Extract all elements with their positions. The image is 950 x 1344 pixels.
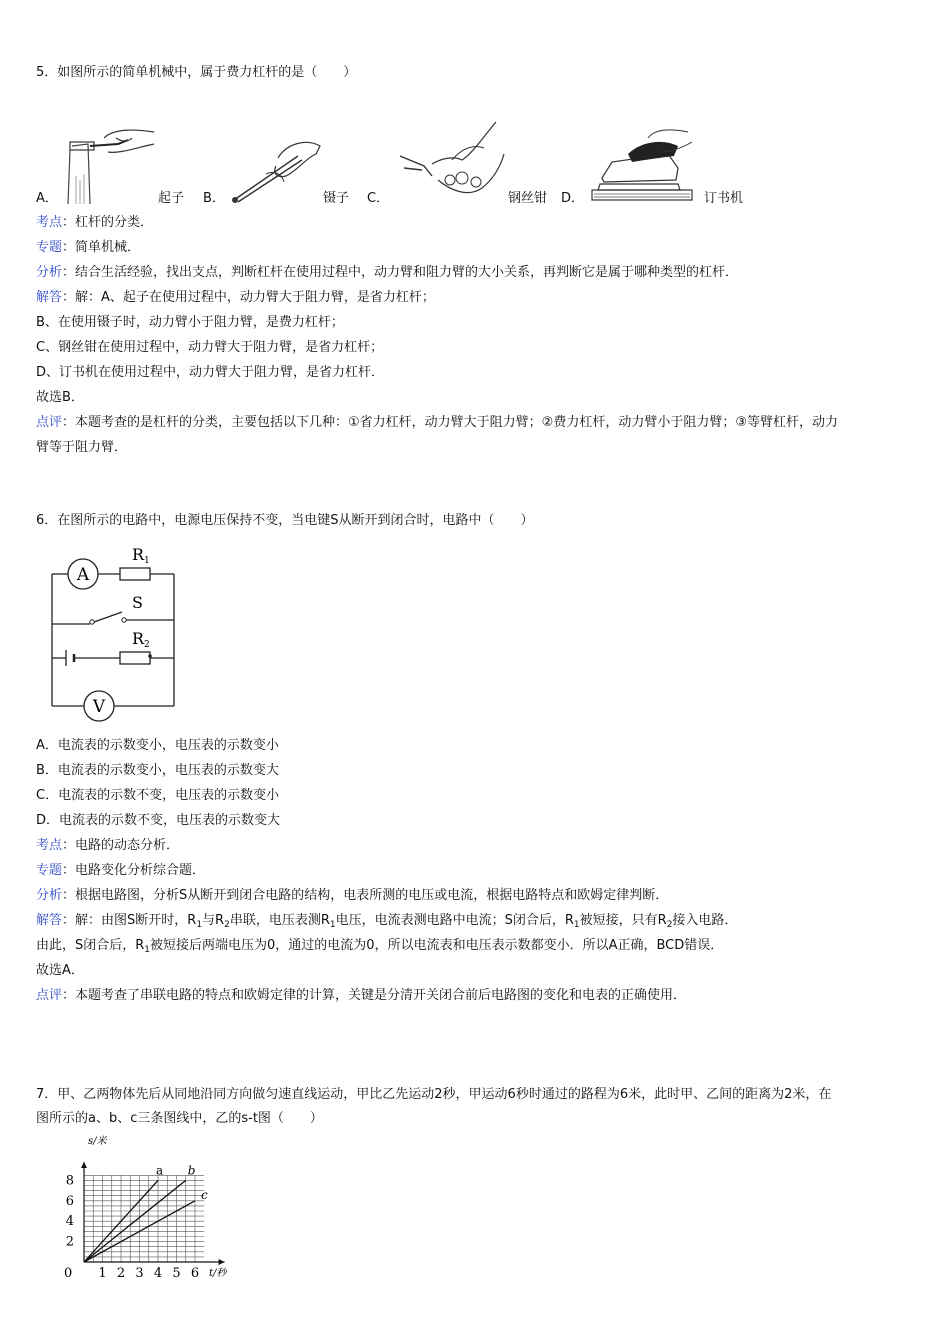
q5-jieda-line-b: B、在使用镊子时，动力臂小于阻力臂，是费力杠杆； [36,315,344,330]
y-tick-label: 6 [65,1193,74,1209]
q6-option-a: A．电流表的示数变小，电压表的示数变小 [36,738,279,753]
q6-answer: 故选A． [36,963,84,978]
st-chart [60,1132,250,1282]
q5-jieda [36,289,435,307]
q6-zhuanti [36,862,205,880]
kaodian-tag: 考点 [36,215,63,230]
x-tick-label: 4 [153,1266,163,1281]
series-label-b: b [187,1163,196,1178]
y-tick-label: 2 [65,1234,74,1250]
fenxi-text: ：结合生活经验，找出支点，判断杠杆在使用过程中，动力臂和阻力臂的大小关系，再判断它是属于哪种类型的杠杆． [62,265,739,280]
q6-option-b: B．电流表的示数变小，电压表的示数变大 [36,763,279,778]
q5-zhuanti [36,239,140,257]
q5-jieda-line-c: C、钢丝钳在使用过程中，动力臂大于阻力臂，是省力杠杆； [36,340,384,355]
q5-stem: 5．如图所示的简单机械中，属于费力杠杆的是（ ） [36,65,357,80]
q5-fenxi [36,264,738,282]
ammeter-label: A [76,565,90,585]
fenxi-text: ：根据电路图，分析S从断开到闭合电路的结构，电表所测的电压或电流，根据电路特点和欧姆定律判断． [62,888,669,903]
q5-option-a-letter: A． [36,191,58,206]
bottle-opener-image [58,124,160,206]
q5-option-c-letter: C． [367,191,390,206]
origin-label: 0 [64,1266,73,1281]
jieda-text: ：解：A、起子在使用过程中，动力臂大于阻力臂，是省力杠杆； [62,290,435,305]
q5-option-a-label: 起子 [158,191,185,206]
q6-dianping [36,987,686,1005]
q5-option-d-label: 订书机 [704,191,744,206]
voltmeter-label: V [92,697,106,717]
circuit-diagram [44,540,186,724]
dianping-text: ：本题考查的是杠杆的分类，主要包括以下几种：①省力杠杆，动力臂大于阻力臂；②费力杠杆，动力臂小于阻力臂；③等臂杠杆，动力 [62,415,838,430]
q5-option-d-letter: D． [561,191,585,206]
kaodian-tag: 考点 [36,838,63,853]
zhuanti-tag: 专题 [36,863,63,878]
stapler-image [588,124,698,204]
kaodian-text: ：电路的动态分析． [62,838,180,853]
q6-jieda: 解答：解：由图S断开时，$R_1$与$R_2$串联，电压表测$R_1$电压，电流表测电路中电流；S闭合后，$R_1$被短接，只有$R_2$接入电路． [36,913,738,930]
q5-kaodian [36,214,153,232]
y-axis-label: s/米 [88,1136,107,1147]
series-label-a: a [156,1163,164,1178]
q5-option-c-label: 钢丝钳 [508,191,548,206]
zhuanti-text: ：简单机械． [62,240,141,255]
tweezers-image [226,134,326,206]
x-axis-arrow [219,1259,225,1265]
fenxi-tag: 分析 [36,888,63,903]
jieda-tag: 解答 [36,913,63,928]
q7-stem-line2: 图所示的a、b、c三条图线中，乙的s-t图（ ） [36,1111,323,1126]
q6-jieda-line2: 由此，S闭合后，$R_1$被短接后两端电压为0，通过的电流为0，所以电流表和电压表示数都变小．所以A正确，BCD错误． [36,938,724,955]
q6-stem: 6．在图所示的电路中，电源电压保持不变，当电键S从断开到闭合时，电路中（ ） [36,513,534,528]
kaodian-text: ：杠杆的分类． [62,215,154,230]
y-tick-label: 4 [65,1214,74,1230]
series-label-c: c [201,1187,208,1202]
x-tick-label: 3 [135,1266,144,1281]
dianping-tag: 点评 [36,988,63,1003]
q5-option-b-letter: B． [203,191,225,206]
switch-label: S [132,593,143,612]
r2-label: R2 [132,629,150,650]
x-tick-label: 2 [116,1266,126,1281]
dianping-text: ：本题考查了串联电路的特点和欧姆定律的计算，关键是分清开关闭合前后电路图的变化和电表的正确使用． [62,988,687,1003]
x-tick-label: 5 [172,1266,181,1281]
q5-option-b-label: 镊子 [323,191,350,206]
zhuanti-text: ：电路变化分析综合题． [62,863,206,878]
q6-option-c: C．电流表的示数不变，电压表的示数变小 [36,788,280,803]
pliers-image [392,118,510,204]
fenxi-tag: 分析 [36,265,63,280]
y-axis-arrow [81,1162,87,1168]
x-axis-label: t/秒 [209,1268,227,1279]
x-tick-label: 1 [98,1266,107,1281]
r1-label: R1 [132,545,150,566]
x-tick-label: 6 [190,1266,200,1281]
q5-dianping-cont: 臂等于阻力臂． [36,440,128,455]
q7-stem-line1: 7．甲、乙两物体先后从同地沿同方向做匀速直线运动，甲比乙先运动2秒，甲运动6秒时通过的路程为6米，此时甲、乙间的距离为2米，在 [36,1087,832,1102]
dianping-tag: 点评 [36,415,63,430]
zhuanti-tag: 专题 [36,240,63,255]
q5-jieda-line-d: D、订书机在使用过程中，动力臂大于阻力臂，是省力杠杆． [36,365,385,380]
jieda-tag: 解答 [36,290,63,305]
q5-answer: 故选B． [36,390,84,405]
q5-dianping [36,414,838,432]
y-tick-label: 8 [65,1173,74,1189]
q6-option-d: D．电流表的示数不变，电压表的示数变大 [36,813,281,828]
q6-fenxi [36,887,668,905]
q6-kaodian [36,837,179,855]
